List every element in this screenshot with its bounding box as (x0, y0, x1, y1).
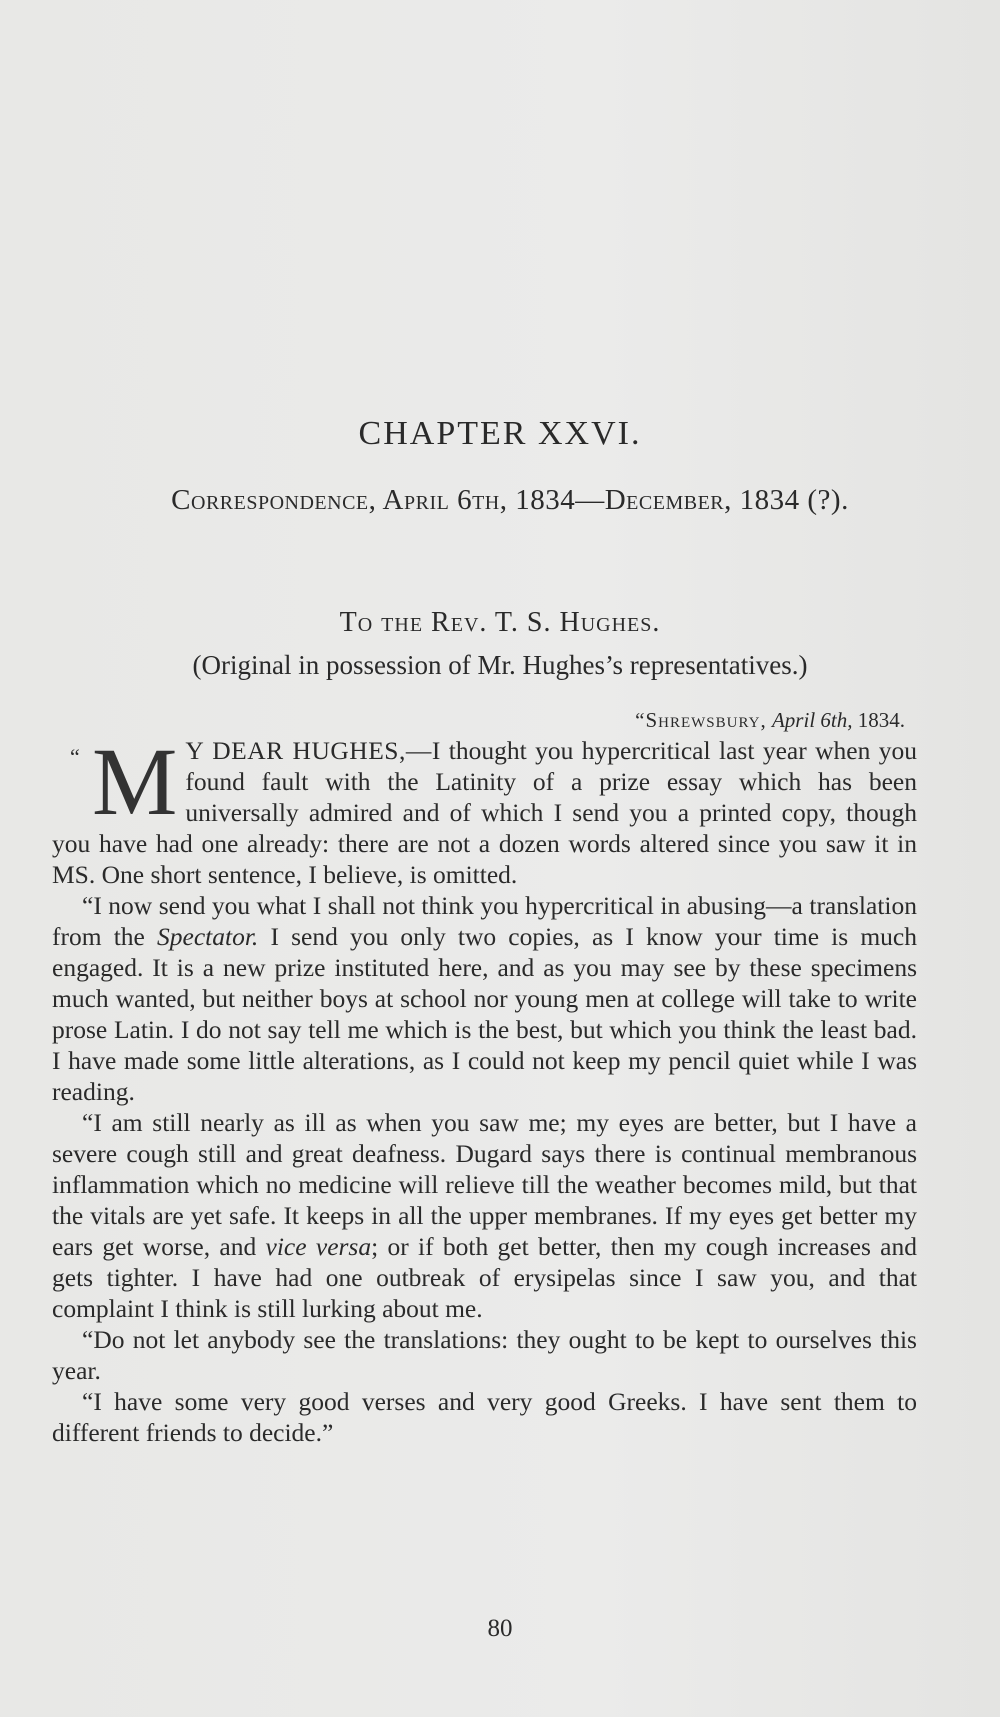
letter-paragraph-5: “I have some very good verses and very good Greeks. I have sent them to different friends to decide.” (52, 1387, 917, 1447)
dateline-date: April 6th, (771, 708, 853, 732)
paragraph-2-text-a: “I now send you what I shall not think you hypercritical in abusing—a translation from the (52, 891, 917, 951)
letter-paragraph-4: “Do not let anybody see the translations: they ought to be kept to ourselves this year. (52, 1325, 917, 1385)
letter-dateline (635, 708, 905, 733)
letter-salutation: Y DEAR HUGHES,— (185, 736, 432, 765)
paragraph-2-italic: Spectator. (157, 922, 259, 951)
letter-provenance: (Original in possession of Mr. Hughes’s representatives.) (192, 650, 808, 680)
letter-addressee: To the Rev. T. S. Hughes. (339, 607, 661, 638)
letter-paragraph-3 (52, 1107, 917, 1324)
drop-cap: M (92, 728, 178, 835)
letter-paragraph-1 (52, 728, 917, 890)
paragraph-1-text: I thought you hypercritical last year when you found fault with the Latinity of a prize essay which has been universally admired and of which I send you a printed copy, though you have had one already: there are not a dozen words altered since you saw it in MS. One short sentence, I believe, is omitted. (52, 736, 917, 889)
chapter-heading: CHAPTER XXVI. (358, 415, 642, 452)
paragraph-3-text-b: ; or if both get better, then my cough increases and gets tighter. I have had one outbreak of erysipelas since I saw you, and that complaint I think is still lurking about me. (52, 1232, 918, 1323)
correspondence-title: Correspondence, April 6th, 1834—December, 1834 (?). (171, 484, 849, 516)
dateline-year: 1834. (857, 708, 905, 732)
paragraph-3-text-a: “I am still nearly as ill as when you saw me; my eyes are better, but I have a severe cough still and great deafness. Dugard says there is continual membranous inflammation which no medicine will relieve till the weather becomes mild, but that the vitals are yet safe. It keeps in all the upper membranes. If my eyes get better my ears get worse, and (52, 1108, 917, 1261)
paragraph-3-italic: vice versa (265, 1232, 372, 1261)
page-number: 80 (487, 1615, 513, 1642)
opening-quote-mark: “ (70, 744, 80, 769)
letter-paragraph-2 (52, 890, 917, 1107)
dateline-place: “Shrewsbury, (635, 708, 767, 732)
letter-body (52, 728, 918, 1448)
paragraph-2-text-b: I send you only two copies, as I know your time is much engaged. It is a new prize instituted here, and as you may see by these specimens much wanted, but neither boys at school nor young men at college will take to write prose Latin. I do not say tell me which is the best, but which you think the least bad. I have made some little alterations, as I could not keep my pencil quiet while I was reading. (52, 922, 917, 1106)
